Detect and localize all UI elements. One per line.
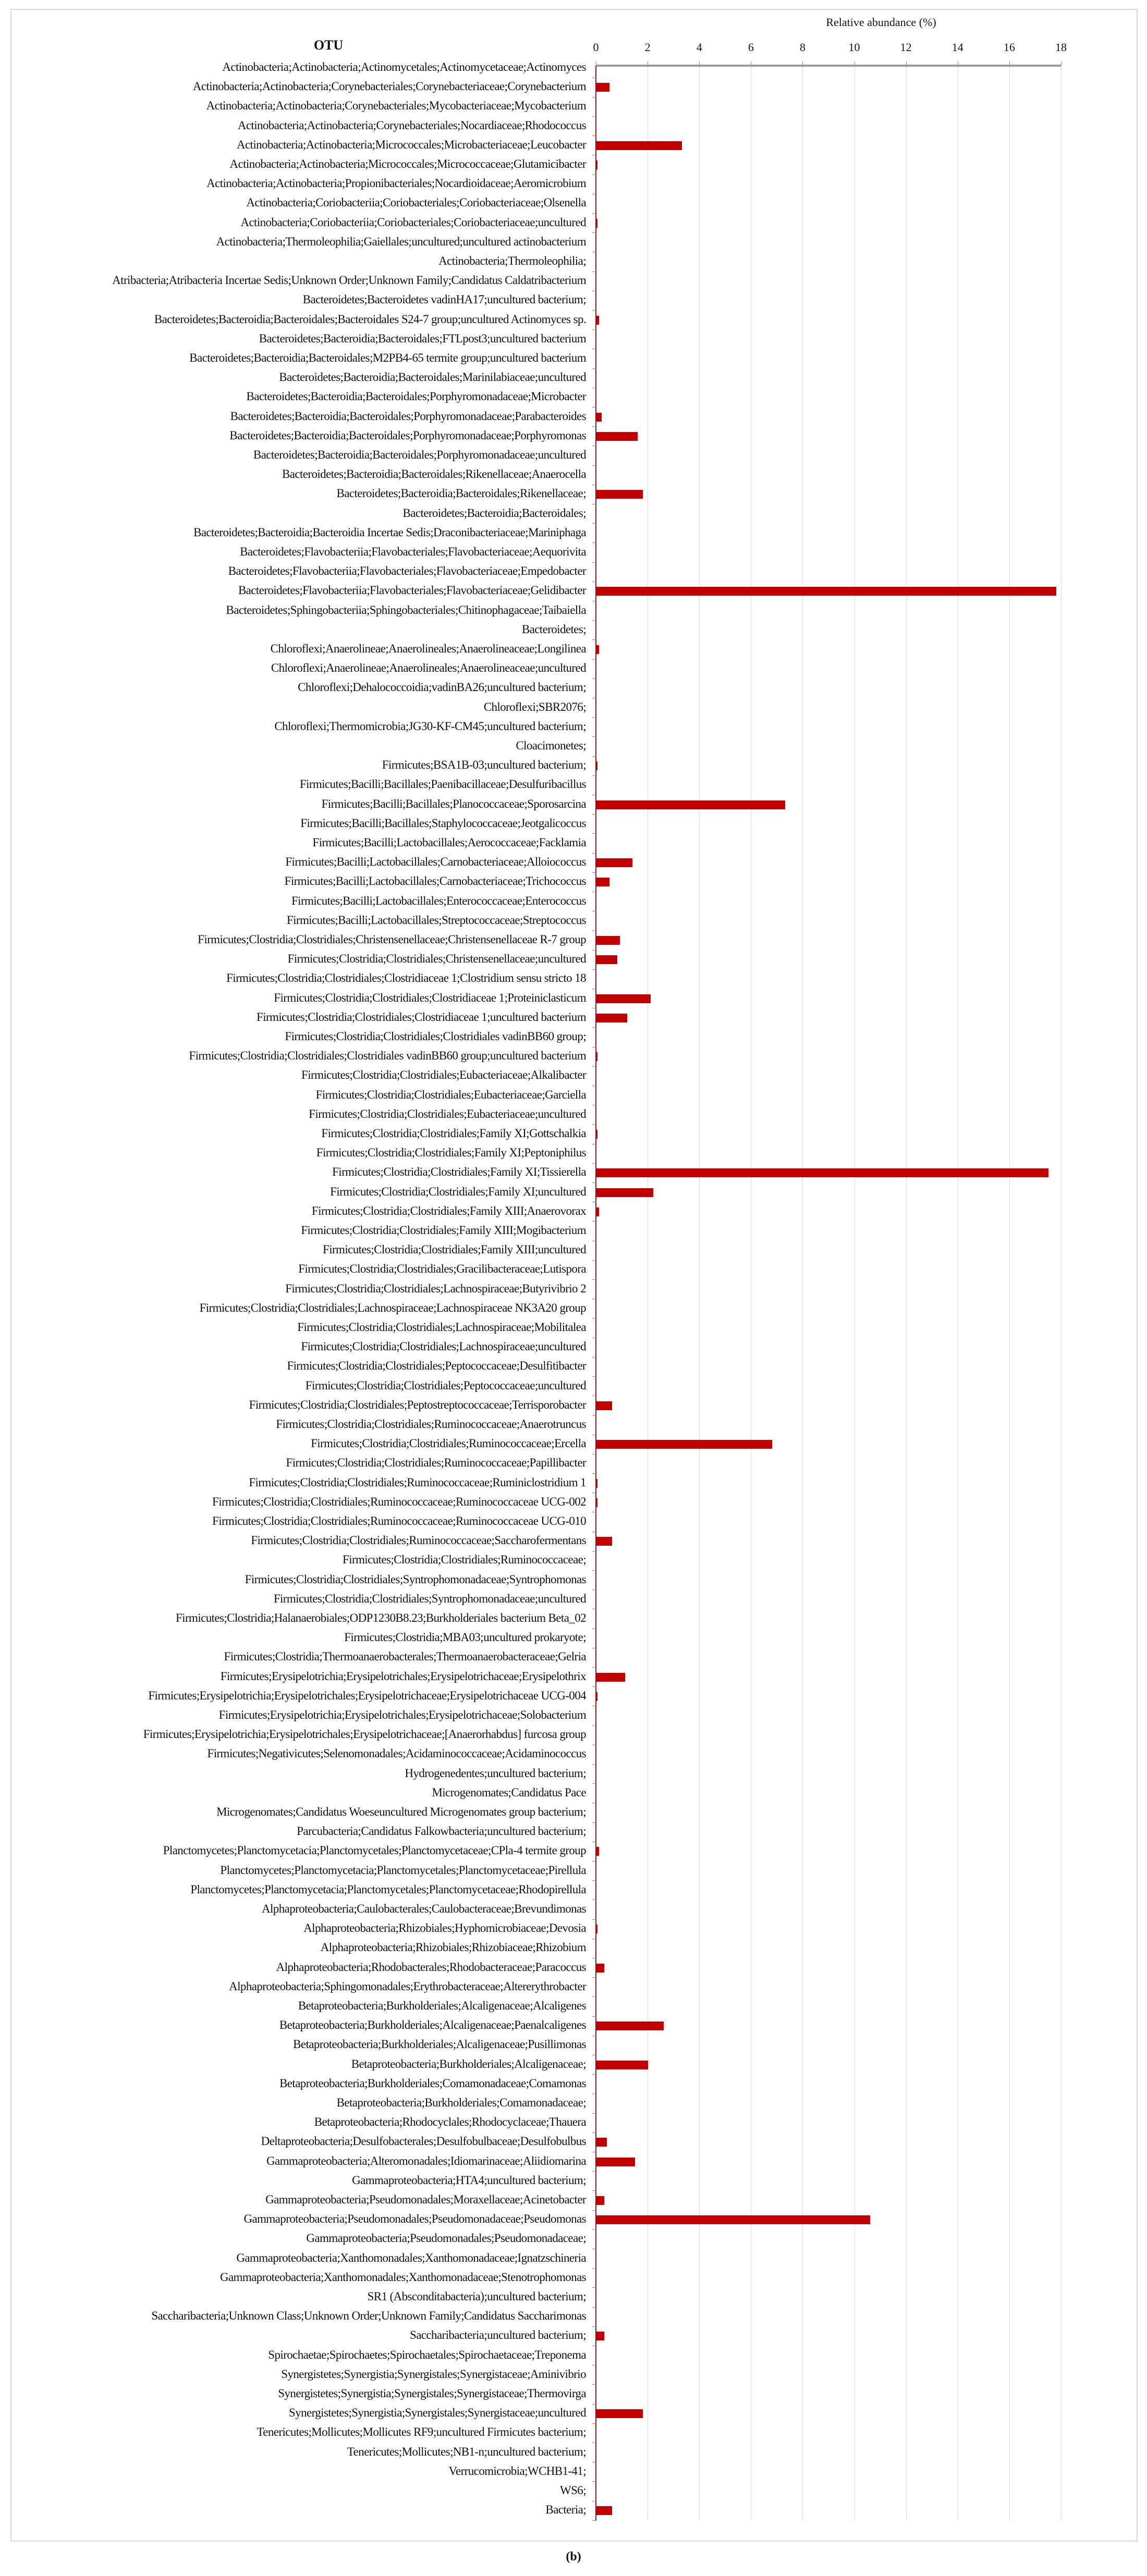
- otu-label: Chloroflexi;Thermomicrobia;JG30-KF-CM45;uncultured bacterium;: [274, 719, 586, 733]
- y-tick-mark: [592, 329, 596, 330]
- otu-label: Firmicutes;Clostridia;Clostridiales;Ruminococcaceae;Ruminococcaceae UCG-002: [212, 1495, 586, 1508]
- otu-label: Gammaproteobacteria;Xanthomonadales;Xanthomonadaceae;Ignatzschineria: [236, 2251, 586, 2264]
- abundance-bar: [596, 878, 609, 886]
- otu-label: Spirochaetae;Spirochaetes;Spirochaetales;Spirochaetaceae;Treponema: [268, 2348, 586, 2361]
- y-tick-mark: [592, 775, 596, 776]
- y-tick-mark: [592, 2190, 596, 2191]
- otu-label: Actinobacteria;Actinobacteria;Corynebacteriales;Corynebacteriaceae;Corynebacterium: [192, 80, 586, 93]
- x-tick-label: 12: [900, 41, 912, 54]
- y-tick-mark: [592, 2171, 596, 2172]
- axis-title: Relative abundance (%): [826, 16, 936, 29]
- y-tick-mark: [592, 1066, 596, 1067]
- y-tick-mark: [592, 1686, 596, 1687]
- y-tick-mark: [592, 562, 596, 563]
- otu-label: Firmicutes;Clostridia;Clostridiales;Family XIII;Anaerovorax: [311, 1204, 586, 1217]
- y-tick-mark: [592, 1783, 596, 1784]
- y-tick-mark: [592, 620, 596, 621]
- otu-label: Bacteroidetes;Bacteroidia;Bacteroidales;Marinilabiaceae;uncultured: [279, 371, 586, 384]
- otu-label: Firmicutes;Bacilli;Lactobacillales;Carnobacteriaceae;Trichococcus: [284, 874, 586, 888]
- otu-label: Firmicutes;Clostridia;Clostridiales;Eubacteriaceae;Garciella: [315, 1088, 586, 1101]
- y-tick-mark: [592, 814, 596, 815]
- abundance-bar: [596, 219, 597, 228]
- y-tick-mark: [592, 1996, 596, 1997]
- abundance-bar: [596, 2196, 604, 2205]
- y-tick-mark: [592, 1861, 596, 1862]
- otu-label: Actinobacteria;Actinobacteria;Micrococcales;Microbacteriaceae;Leucobacter: [236, 138, 586, 151]
- abundance-bar: [596, 1479, 597, 1488]
- otu-label: Bacteroidetes;Bacteroidia;Bacteroidales;Porphyromonadaceae;Microbacter: [246, 390, 586, 403]
- otu-label: Alphaproteobacteria;Rhizobiales;Hyphomicrobiaceae;Devosia: [303, 1921, 586, 1935]
- y-tick-mark: [592, 2287, 596, 2288]
- otu-label: Bacteroidetes;Flavobacteriia;Flavobacteriales;Flavobacteriaceae;Aequorivita: [240, 545, 586, 558]
- otu-label: Firmicutes;Clostridia;Clostridiales;Ruminococcaceae;Ruminiclostridium 1: [249, 1475, 586, 1489]
- otu-label: Firmicutes;Clostridia;Clostridiales;Ruminococcaceae;: [342, 1553, 586, 1567]
- y-tick-mark: [592, 116, 596, 117]
- otu-label: Firmicutes;Clostridia;Clostridiales;Ruminococcaceae;Ruminococcaceae UCG-010: [212, 1514, 586, 1527]
- otu-label: Firmicutes;Clostridia;Clostridiales;Gracilibacteraceae;Lutispora: [298, 1262, 586, 1276]
- otu-label: Bacteroidetes;: [521, 622, 586, 636]
- y-tick-mark: [592, 2074, 596, 2075]
- y-tick-mark: [592, 833, 596, 834]
- otu-label: Bacteroidetes;Bacteroidia;Bacteroidales;FTLpost3;uncultured bacterium: [259, 331, 586, 345]
- y-tick-mark: [592, 407, 596, 408]
- otu-label: Synergistetes;Synergistia;Synergistales;Synergistaceae;Aminivibrio: [281, 2367, 586, 2381]
- otu-label: Alphaproteobacteria;Rhodobacterales;Rhodobacteraceae;Paracoccus: [276, 1960, 586, 1974]
- y-tick-mark: [592, 1764, 596, 1765]
- y-tick-mark: [592, 1182, 596, 1183]
- otu-label: Firmicutes;Clostridia;Clostridiales;Family XI;Tissierella: [332, 1165, 586, 1179]
- otu-label: Bacteroidetes;Bacteroidia;Bacteroidales;M2PB4-65 termite group;uncultured bacterium: [189, 351, 586, 364]
- y-tick-mark: [592, 310, 596, 311]
- y-tick-mark: [592, 1357, 596, 1358]
- otu-label: Firmicutes;Clostridia;Clostridiales;Family XI;Gottschalkia: [321, 1127, 586, 1140]
- otu-label: Hydrogenedentes;uncultured bacterium;: [405, 1766, 586, 1780]
- abundance-bar: [596, 2409, 643, 2418]
- otu-label: Bacteroidetes;Bacteroidetes vadinHA17;uncultured bacterium;: [302, 293, 586, 306]
- y-tick-mark: [592, 1221, 596, 1222]
- otu-label: Firmicutes;Erysipelotrichia;Erysipelotrichales;Erysipelotrichaceae;[Anaerorhabdus] furcosa group: [143, 1728, 586, 1741]
- otu-label: Planctomycetes;Planctomycetacia;Planctomycetales;Planctomycetaceae;CPla-4 termite group: [163, 1844, 586, 1857]
- otu-label: Firmicutes;Clostridia;Clostridiales;Clostridiaceae 1;Proteiniclasticum: [274, 991, 586, 1004]
- y-tick-mark: [592, 659, 596, 660]
- x-tick-label: 10: [848, 41, 860, 54]
- otu-label: Firmicutes;Bacilli;Lactobacillales;Aerococcaceae;Facklamia: [312, 836, 586, 849]
- otu-label: Bacteroidetes;Bacteroidia;Bacteroidales;Bacteroidales S24-7 group;uncultured Actinomyces sp.: [154, 312, 586, 326]
- otu-label: Firmicutes;Clostridia;Clostridiales;Eubacteriaceae;Alkalibacter: [301, 1068, 586, 1082]
- otu-label: Betaproteobacteria;Rhodocyclales;Rhodocyclaceae;Thauera: [314, 2115, 586, 2129]
- otu-label: Firmicutes;Clostridia;Clostridiales;Clostridiales vadinBB60 group;uncultured bacterium: [189, 1049, 586, 1063]
- otu-label: Microgenomates;Candidatus Pace: [432, 1785, 586, 1799]
- y-tick-mark: [592, 717, 596, 718]
- abundance-bar: [596, 2215, 870, 2224]
- otu-label: Firmicutes;Clostridia;Clostridiales;Lachnospiraceae;Lachnospiraceae NK3A20 group: [199, 1301, 586, 1314]
- gridline: [699, 66, 700, 2521]
- otu-label: Bacteroidetes;Flavobacteriia;Flavobacteriales;Flavobacteriaceae;Empedobacter: [228, 564, 586, 578]
- otu-label: Firmicutes;Clostridia;Clostridiales;Family XIII;Mogibacterium: [301, 1224, 586, 1237]
- otu-label: Firmicutes;Clostridia;Clostridiales;Ruminococcaceae;Ercella: [311, 1437, 586, 1450]
- y-tick-mark: [592, 135, 596, 136]
- y-tick-mark: [592, 213, 596, 214]
- abundance-bar: [596, 800, 785, 809]
- otu-label: Betaproteobacteria;Burkholderiales;Comamonadaceae;Comamonas: [279, 2076, 586, 2090]
- abundance-bar: [596, 1130, 597, 1139]
- otu-label: Chloroflexi;Anaerolineae;Anaerolineales;Anaerolineaceae;uncultured: [271, 661, 586, 675]
- otu-label: Bacteroidetes;Bacteroidia;Bacteroidales;Porphyromonadaceae;uncultured: [253, 448, 586, 461]
- otu-label: Betaproteobacteria;Burkholderiales;Alcaligenaceae;: [351, 2057, 586, 2070]
- otu-label: Gammaproteobacteria;HTA4;uncultured bacterium;: [352, 2173, 586, 2187]
- gridline: [906, 66, 907, 2521]
- abundance-bar: [596, 316, 599, 325]
- otu-label: Betaproteobacteria;Burkholderiales;Alcaligenaceae;Paenalcaligenes: [279, 2018, 586, 2032]
- otu-label: Firmicutes;Bacilli;Lactobacillales;Streptococcaceae;Streptococcus: [286, 913, 586, 927]
- y-tick-mark: [592, 1919, 596, 1920]
- abundance-bar: [596, 1401, 612, 1410]
- y-tick-mark: [592, 930, 596, 931]
- y-tick-mark: [592, 1880, 596, 1881]
- gridline: [1009, 66, 1010, 2521]
- y-tick-mark: [592, 1977, 596, 1978]
- otu-label: Tenericutes;Mollicutes;Mollicutes RF9;uncultured Firmicutes bacterium;: [257, 2425, 586, 2439]
- abundance-bar: [596, 2138, 607, 2147]
- otu-label: Betaproteobacteria;Burkholderiales;Alcaligenaceae;Pusillimonas: [293, 2038, 586, 2051]
- otu-label: Parcubacteria;Candidatus Falkowbacteria;uncultured bacterium;: [297, 1825, 586, 1838]
- abundance-bar: [596, 1537, 612, 1546]
- otu-label: Firmicutes;Bacilli;Bacillales;Planococcaceae;Sporosarcina: [321, 797, 586, 810]
- otu-label: Betaproteobacteria;Burkholderiales;Alcaligenaceae;Alcaligenes: [298, 1999, 586, 2012]
- otu-label: Firmicutes;Clostridia;Thermoanaerobacterales;Thermoanaerobacteraceae;Gelria: [224, 1650, 586, 1663]
- abundance-bar: [596, 858, 632, 867]
- otu-label: Firmicutes;Erysipelotrichia;Erysipelotrichales;Erysipelotrichaceae;Erysipelotrichaceae UCG-004: [148, 1688, 586, 1702]
- abundance-bar: [596, 1673, 625, 1682]
- otu-label: Firmicutes;Clostridia;Clostridiales;Clostridiaceae 1;Clostridium sensu stricto 18: [226, 971, 586, 985]
- abundance-bar: [596, 1440, 772, 1449]
- abundance-bar: [596, 141, 682, 150]
- y-tick-mark: [592, 2307, 596, 2308]
- y-tick-mark: [592, 1667, 596, 1668]
- abundance-bar: [596, 432, 638, 441]
- x-tick-label: 2: [644, 41, 651, 54]
- otu-label: Synergistetes;Synergistia;Synergistales;Synergistaceae;Thermovirga: [278, 2387, 586, 2400]
- x-tick-label: 6: [748, 41, 754, 54]
- abundance-bar: [596, 490, 643, 499]
- otu-label: Firmicutes;Clostridia;Clostridiales;Family XI;uncultured: [330, 1185, 586, 1198]
- y-tick-mark: [592, 2404, 596, 2405]
- otu-label: Actinobacteria;Thermoleophilia;Gaiellales;uncultured;uncultured actinobacterium: [216, 235, 586, 248]
- otu-label: Firmicutes;Clostridia;Clostridiales;Peptostreptococcaceae;Terrisporobacter: [249, 1398, 586, 1411]
- otu-label: Firmicutes;Clostridia;Clostridiales;Family XI;Peptoniphilus: [316, 1146, 586, 1160]
- otu-label: Firmicutes;Clostridia;Clostridiales;Peptococcaceae;uncultured: [305, 1378, 586, 1392]
- otu-label: Firmicutes;Clostridia;Clostridiales;Family XIII;uncultured: [323, 1243, 586, 1256]
- otu-label: Alphaproteobacteria;Caulobacterales;Caulobacteraceae;Brevundimonas: [262, 1902, 586, 1915]
- x-tick-label: 4: [696, 41, 702, 54]
- otu-label: Firmicutes;Clostridia;Clostridiales;Lachnospiraceae;Butyrivibrio 2: [285, 1281, 586, 1295]
- otu-label: Bacteroidetes;Bacteroidia;Bacteroidales;Rikenellaceae;: [336, 487, 586, 500]
- y-tick-mark: [592, 523, 596, 524]
- otu-label: Bacteroidetes;Bacteroidia;Bacteroidia Incertae Sedis;Draconibacteriaceae;Mariniphaga: [193, 525, 586, 539]
- otu-label: Actinobacteria;Actinobacteria;Propionibacteriales;Nocardioidaceae;Aeromicrobium: [206, 177, 586, 190]
- y-tick-mark: [592, 1473, 596, 1474]
- y-tick-mark: [592, 736, 596, 737]
- x-tick-label: 8: [799, 41, 806, 54]
- otu-label: Firmicutes;Bacilli;Lactobacillales;Enterococcaceae;Enterococcus: [291, 894, 586, 907]
- abundance-bar: [596, 761, 597, 770]
- x-tick-label: 16: [1003, 41, 1015, 54]
- otu-label: Gammaproteobacteria;Alteromonadales;Idiomarinaceae;Aliidiomarina: [266, 2154, 586, 2167]
- abundance-bar: [596, 1207, 599, 1216]
- abundance-bar: [596, 1692, 597, 1701]
- otu-label: Alphaproteobacteria;Sphingomonadales;Erythrobacteraceae;Altererythrobacter: [229, 1979, 586, 1993]
- y-tick-mark: [592, 1163, 596, 1164]
- y-tick-mark: [592, 950, 596, 951]
- otu-label: Firmicutes;Clostridia;Clostridiales;Lachnospiraceae;Mobilitalea: [297, 1321, 586, 1334]
- otu-label: Planctomycetes;Planctomycetacia;Planctomycetales;Planctomycetaceae;Pirellula: [220, 1863, 586, 1877]
- y-tick-mark: [592, 872, 596, 873]
- y-tick-mark: [592, 1260, 596, 1261]
- y-tick-mark: [592, 368, 596, 369]
- abundance-bar: [596, 1014, 627, 1022]
- otu-label: Gammaproteobacteria;Xanthomonadales;Xanthomonadaceae;Stenotrophomonas: [219, 2270, 586, 2284]
- abundance-bar: [596, 955, 617, 964]
- otu-label: Atribacteria;Atribacteria Incertae Sedis;Unknown Order;Unknown Family;Candidatus Caldatribacterium: [112, 274, 586, 287]
- otu-label: Cloacimonetes;: [516, 739, 586, 752]
- otu-label: Gammaproteobacteria;Pseudomonadales;Moraxellaceae;Acinetobacter: [265, 2193, 586, 2206]
- otu-label: Actinobacteria;Actinobacteria;Actinomycetales;Actinomycetaceae;Actinomyces: [222, 60, 586, 73]
- otu-label: Firmicutes;Negativicutes;Selenomonadales;Acidaminococcaceae;Acidaminococcus: [207, 1747, 586, 1760]
- otu-label: Gammaproteobacteria;Pseudomonadales;Pseudomonadaceae;Pseudomonas: [243, 2212, 586, 2226]
- y-tick-mark: [592, 1570, 596, 1571]
- abundance-bar: [596, 413, 602, 422]
- y-tick-mark: [592, 1027, 596, 1028]
- x-tick-label: 0: [593, 41, 599, 54]
- abundance-bar: [596, 1052, 597, 1061]
- otu-label: Firmicutes;Clostridia;Clostridiales;Syntrophomonadaceae;uncultured: [273, 1592, 586, 1605]
- abundance-bar: [596, 1847, 599, 1856]
- y-tick-mark: [592, 232, 596, 233]
- y-tick-mark: [592, 2423, 596, 2424]
- otu-label: Firmicutes;Clostridia;Clostridiales;Lachnospiraceae;uncultured: [301, 1340, 586, 1353]
- otu-label: Bacteroidetes;Bacteroidia;Bacteroidales;Porphyromonadaceae;Parabacteroides: [230, 409, 586, 423]
- abundance-bar: [596, 2022, 664, 2030]
- y-tick-mark: [592, 756, 596, 757]
- otu-label: Saccharibacteria;uncultured bacterium;: [410, 2328, 586, 2342]
- otu-label: Firmicutes;Clostridia;Clostridiales;Christensenellaceae;Christensenellaceae R-7 group: [198, 933, 586, 946]
- otu-label: Chloroflexi;Dehalococcoidia;vadinBA26;uncultured bacterium;: [298, 681, 586, 694]
- otu-label: Tenericutes;Mollicutes;NB1-n;uncultured bacterium;: [347, 2445, 586, 2458]
- otu-label: Firmicutes;Clostridia;Clostridiales;Syntrophomonadaceae;Syntrophomonas: [245, 1572, 586, 1586]
- otu-label: Betaproteobacteria;Burkholderiales;Comamonadaceae;: [336, 2096, 586, 2109]
- otu-label: Firmicutes;Bacilli;Bacillales;Paenibacillaceae;Desulfuribacillus: [299, 778, 586, 791]
- figure-caption: (b): [566, 2550, 581, 2563]
- abundance-bar: [596, 1188, 653, 1197]
- otu-label: Firmicutes;Clostridia;Halanaerobiales;ODP1230B8.23;Burkholderiales bacterium Beta_02: [175, 1611, 586, 1624]
- otu-label: Bacteroidetes;Bacteroidia;Bacteroidales;Porphyromonadaceae;Porphyromonas: [229, 428, 586, 442]
- otu-label: Bacteroidetes;Bacteroidia;Bacteroidales;Rikenellaceae;Anaerocella: [282, 467, 586, 481]
- otu-label: WS6;: [560, 2484, 586, 2497]
- abundance-bar: [596, 1964, 604, 1973]
- otu-label: Planctomycetes;Planctomycetacia;Planctomycetales;Planctomycetaceae;Rhodopirellula: [190, 1882, 586, 1896]
- otu-label: SR1 (Absconditabacteria);uncultured bacterium;: [367, 2290, 586, 2303]
- gridline: [802, 66, 803, 2521]
- y-tick-mark: [592, 2093, 596, 2094]
- y-tick-mark: [592, 639, 596, 640]
- x-tick-label: 14: [951, 41, 963, 54]
- abundance-bar: [596, 2506, 612, 2515]
- otu-label: Firmicutes;Bacilli;Bacillales;Staphylococcaceae;Jeotgalicoccus: [300, 816, 586, 830]
- otu-label: Chloroflexi;Anaerolineae;Anaerolineales;Anaerolineaceae;Longilinea: [270, 642, 586, 655]
- otu-label: Bacteroidetes;Bacteroidia;Bacteroidales;: [402, 506, 586, 520]
- otu-label: Firmicutes;Erysipelotrichia;Erysipelotrichales;Erysipelotrichaceae;Solobacterium: [218, 1708, 586, 1721]
- y-tick-mark: [592, 426, 596, 427]
- otu-label: Deltaproteobacteria;Desulfobacterales;Desulfobulbaceae;Desulfobulbus: [261, 2135, 586, 2148]
- y-tick-mark: [592, 2113, 596, 2114]
- otu-label: Firmicutes;Clostridia;Clostridiales;Christensenellaceae;uncultured: [287, 952, 586, 966]
- y-tick-mark: [592, 2520, 596, 2521]
- otu-label: Bacteroidetes;Sphingobacteriia;Sphingobacteriales;Chitinophagaceae;Taibaiella: [226, 603, 586, 617]
- otu-label: Firmicutes;Clostridia;Clostridiales;Clostridiaceae 1;uncultured bacterium: [257, 1010, 586, 1024]
- otu-label: Firmicutes;Clostridia;Clostridiales;Peptococcaceae;Desulfitibacter: [287, 1359, 586, 1373]
- abundance-bar: [596, 1498, 597, 1507]
- abundance-bar: [596, 2061, 648, 2069]
- otu-label: Alphaproteobacteria;Rhizobiales;Rhizobiaceae;Rhizobium: [320, 1941, 586, 1954]
- y-tick-mark: [592, 2016, 596, 2017]
- otu-label: Chloroflexi;SBR2076;: [483, 700, 586, 713]
- y-tick-mark: [592, 1124, 596, 1125]
- abundance-bar: [596, 83, 609, 92]
- y-tick-mark: [592, 2229, 596, 2230]
- otu-label: Actinobacteria;Actinobacteria;Corynebacteriales;Mycobacteriaceae;Mycobacterium: [206, 99, 586, 113]
- y-tick-mark: [592, 853, 596, 854]
- y-tick-mark: [592, 1822, 596, 1823]
- otu-label: Firmicutes;BSA1B-03;uncultured bacterium;: [382, 758, 586, 772]
- otu-label: Actinobacteria;Actinobacteria;Micrococcales;Micrococcaceae;Glutamicibacter: [229, 157, 586, 170]
- y-tick-mark: [592, 2210, 596, 2211]
- abundance-bar: [596, 1925, 597, 1933]
- otu-label: Actinobacteria;Coriobacteriia;Coriobacteriales;Coriobacteriaceae;uncultured: [240, 215, 586, 229]
- x-tick-label: 18: [1055, 41, 1067, 54]
- otu-label: Firmicutes;Clostridia;Clostridiales;Clostridiales vadinBB60 group;: [285, 1030, 586, 1043]
- y-tick-mark: [592, 465, 596, 466]
- y-tick-mark: [592, 1725, 596, 1726]
- otu-label: Firmicutes;Clostridia;Clostridiales;Eubacteriaceae;uncultured: [309, 1107, 586, 1120]
- otu-label: Verrucomicrobia;WCHB1-41;: [448, 2464, 586, 2478]
- abundance-bar: [596, 994, 651, 1003]
- abundance-bar: [596, 936, 620, 945]
- otu-label: Bacteroidetes;Flavobacteriia;Flavobacteriales;Flavobacteriaceae;Gelidibacter: [238, 584, 586, 597]
- otu-label: Bacteria;: [545, 2503, 586, 2517]
- otu-label: Gammaproteobacteria;Pseudomonadales;Pseudomonadaceae;: [306, 2232, 586, 2245]
- y-tick-mark: [592, 2268, 596, 2269]
- y-axis-header: OTU: [313, 38, 344, 53]
- otu-label: Actinobacteria;Thermoleophilia;: [438, 254, 586, 267]
- y-tick-mark: [592, 1589, 596, 1590]
- x-axis-line: [596, 65, 1061, 67]
- otu-label: Synergistetes;Synergistia;Synergistales;Synergistaceae;uncultured: [289, 2406, 586, 2420]
- abundance-bar: [596, 161, 597, 169]
- abundance-bar: [596, 645, 599, 654]
- y-tick-mark: [592, 2384, 596, 2385]
- otu-label: Microgenomates;Candidatus Woeseuncultured Microgenomates group bacterium;: [216, 1805, 586, 1818]
- otu-label: Firmicutes;Clostridia;Clostridiales;Ruminococcaceae;Papillibacter: [286, 1456, 586, 1470]
- abundance-bar: [596, 2158, 635, 2166]
- otu-label: Firmicutes;Erysipelotrichia;Erysipelotrichales;Erysipelotrichaceae;Erysipelothrix: [220, 1669, 586, 1683]
- otu-label: Firmicutes;Clostridia;Clostridiales;Ruminococcaceae;Anaerotruncus: [276, 1418, 586, 1431]
- abundance-bar: [596, 2332, 604, 2340]
- y-tick-mark: [592, 2481, 596, 2482]
- otu-label: Saccharibacteria;Unknown Class;Unknown Order;Unknown Family;Candidatus Saccharimonas: [151, 2309, 586, 2323]
- y-tick-mark: [592, 1376, 596, 1377]
- otu-label: Actinobacteria;Actinobacteria;Corynebacteriales;Nocardiaceae;Rhodococcus: [237, 118, 586, 132]
- abundance-bar: [596, 587, 1056, 596]
- otu-label: Firmicutes;Clostridia;Clostridiales;Ruminococcaceae;Saccharofermentans: [251, 1534, 586, 1547]
- y-tick-mark: [592, 1454, 596, 1455]
- otu-label: Actinobacteria;Coriobacteriia;Coriobacteriales;Coriobacteriaceae;Olsenella: [246, 196, 586, 209]
- abundance-bar: [596, 1168, 1048, 1177]
- otu-label: Firmicutes;Clostridia;MBA03;uncultured prokaryote;: [344, 1631, 586, 1644]
- y-tick-mark: [592, 1279, 596, 1280]
- y-tick-mark: [592, 969, 596, 970]
- y-tick-mark: [592, 2326, 596, 2327]
- otu-label: Firmicutes;Bacilli;Lactobacillales;Carnobacteriaceae;Alloiococcus: [285, 855, 586, 869]
